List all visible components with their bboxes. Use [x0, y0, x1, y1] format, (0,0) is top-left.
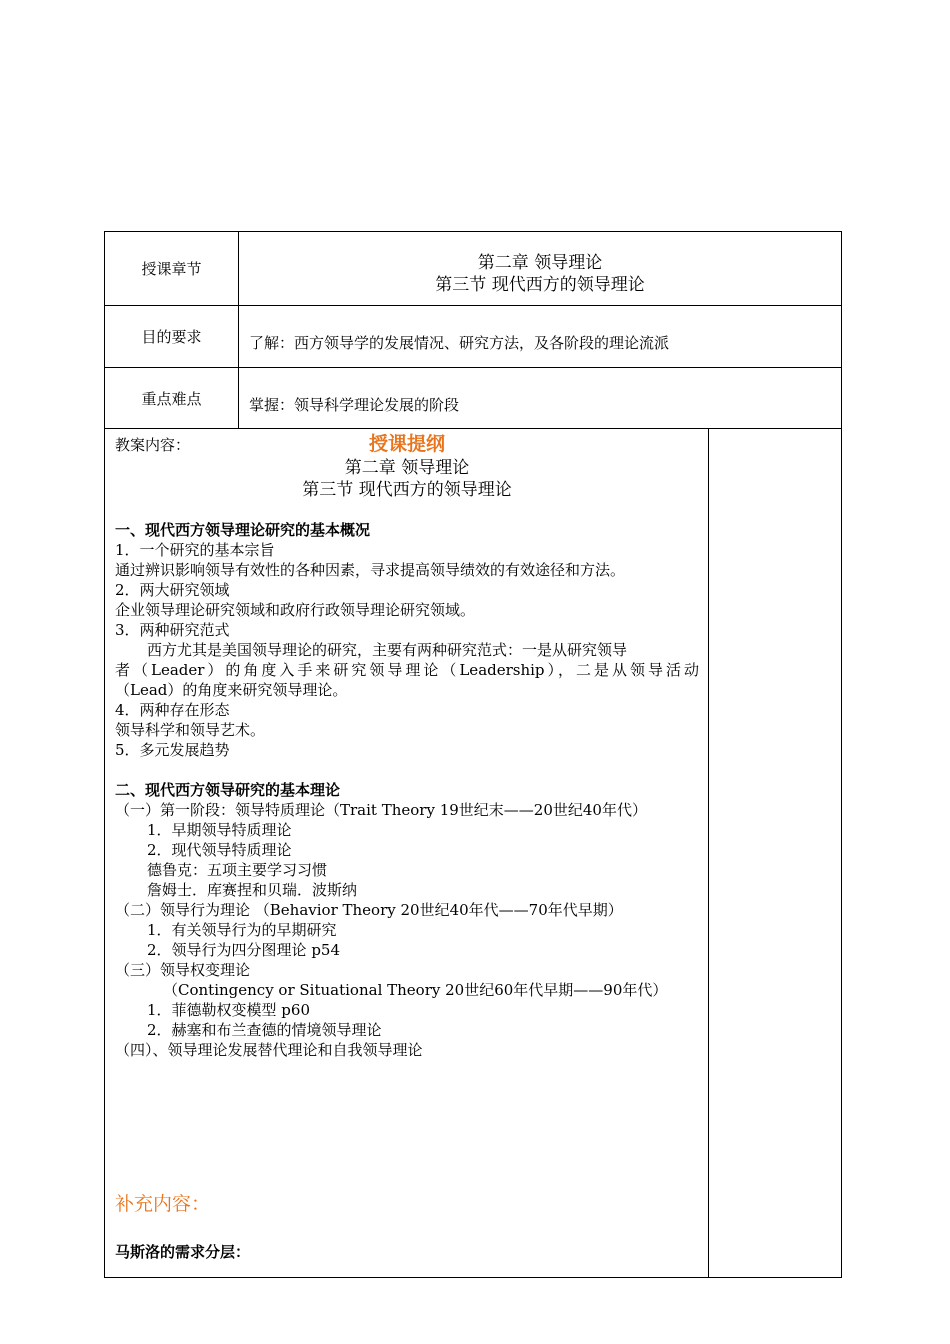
part2-stage3-a: 1．菲德勒权变模型 p60 [147, 1001, 311, 1019]
header-row-objective [105, 306, 841, 368]
content-area [105, 429, 841, 1277]
chapter-title: 第二章 领导理论 [477, 253, 603, 273]
part2-stage1-b: 2．现代领导特质理论 [147, 841, 292, 859]
part1-item3: 3．两种研究范式 [115, 621, 230, 639]
part2-stage3-b: 2．赫塞和布兰查德的情境领导理论 [147, 1021, 382, 1039]
objective-value-cell [239, 306, 841, 367]
part2-stage1-d: 詹姆士．库赛捏和贝瑞．波斯纳 [147, 881, 358, 899]
part1-item5: 5．多元发展趋势 [115, 741, 230, 759]
part1-item4-text: 领导科学和领导艺术。 [115, 721, 266, 739]
lesson-plan-table [104, 231, 842, 1278]
supplement-item: 马斯洛的需求分层： [115, 1243, 251, 1261]
part1-item2-text: 企业领导理论研究领域和政府行政领导理论研究领域。 [115, 601, 476, 619]
part2-stage1-c: 德鲁克：五项主要学习习惯 [147, 861, 328, 879]
part2-stage1-a: 1．早期领导特质理论 [147, 821, 292, 839]
part2-stage2-a: 1．有关领导行为的早期研究 [147, 921, 337, 939]
content-label: 教案内容： [115, 436, 191, 454]
objective-label: 目的要求 [105, 306, 239, 367]
part1-item3-text-line2: 者（Leader）的角度入手来研究领导理论（Leadership），二是从领导活动 [115, 661, 699, 679]
keypoints-label: 重点难点 [105, 368, 239, 428]
part2-stage1: （一）第一阶段：领导特质理论（Trait Theory 19世纪末——20世纪40年代） [115, 801, 647, 819]
part1-item3-text-line1: 西方尤其是美国领导理论的研究，主要有两种研究范式：一是从研究领导 [147, 641, 628, 659]
keypoints-value: 掌握：领导科学理论发展的阶段 [249, 396, 460, 414]
supplement-heading: 补充内容： [115, 1193, 211, 1215]
part1-item2: 2．两大研究领域 [115, 581, 230, 599]
chapter-value [239, 232, 841, 305]
part1-item3-text-line3: （Lead）的角度来研究领导理论。 [115, 681, 348, 699]
objective-value: 了解：西方领导学的发展情况、研究方法，及各阶段的理论流派 [249, 334, 670, 352]
part2-stage2: （二）领导行为理论 （Behavior Theory 20世纪40年代——70年代早期） [115, 901, 623, 919]
part1-item1-text: 通过辨识影响领导有效性的各种因素，寻求提高领导绩效的有效途径和方法。 [115, 561, 626, 579]
part2-stage2-b: 2．领导行为四分图理论 p54 [147, 941, 341, 959]
outline-heading: 授课提纲 [368, 433, 445, 455]
header-row-keypoints [105, 368, 841, 429]
part2-heading: 二、现代西方领导研究的基本理论 [115, 781, 341, 799]
outline-chapter: 第二章 领导理论 [344, 458, 470, 478]
notes-column-divider [708, 429, 709, 1277]
chapter-label: 授课章节 [105, 232, 239, 305]
part1-heading: 一、现代西方领导理论研究的基本概况 [115, 521, 371, 539]
part2-stage3-sub: （Contingency or Situational Theory 20世纪60年代早期——90年代） [163, 981, 668, 999]
outline-section: 第三节 现代西方的领导理论 [302, 480, 512, 500]
section-title: 第三节 现代西方的领导理论 [435, 275, 645, 295]
part2-stage3: （三）领导权变理论 [115, 961, 251, 979]
header-row-chapter [105, 232, 841, 306]
part1-item4: 4．两种存在形态 [115, 701, 230, 719]
keypoints-value-cell [239, 368, 841, 428]
part1-item1: 1．一个研究的基本宗旨 [115, 541, 275, 559]
part2-stage4: （四）、领导理论发展替代理论和自我领导理论 [115, 1041, 423, 1059]
